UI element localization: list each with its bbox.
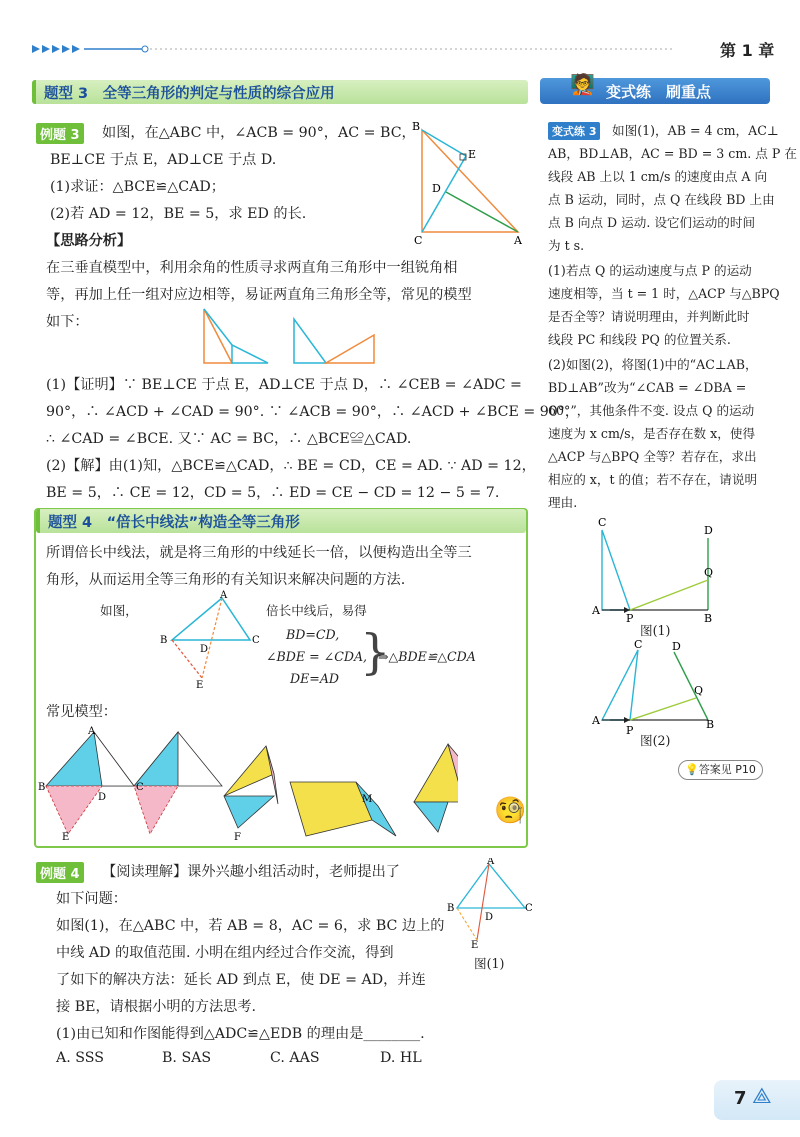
section4-title-bar (36, 509, 526, 533)
analysis-line-0: 在三垂直模型中，利用余角的性质寻求两直角三角形中一组锐角相 (46, 260, 458, 276)
section4-cond-2: ∠BDE = ∠CDA, (266, 649, 368, 664)
practice-line-4: 点 B 向点 D 运动. 设它们运动的时间 (548, 215, 756, 230)
p2-label-Q: Q (694, 684, 704, 697)
p1-label-P: P (626, 612, 634, 624)
p1-label-C: C (598, 516, 607, 529)
proof-line-3: (2)【解】由(1)知，△BCE≌△CAD，∴ BE = CD，CE = AD. ∵ AD = 12， (46, 458, 536, 474)
answer-ref-badge[interactable] (678, 760, 763, 780)
analysis-line-1: 等，再加上任一组对应边相等，易证两直角三角形全等，常见的模型 (46, 287, 472, 303)
example3-line-0: 如图，在△ABC 中，∠ACB = 90°，AC = BC， (102, 125, 416, 141)
example4-line-3: 中线 AD 的取值范围. 小明在组内经过合作交流，得到 (56, 945, 394, 961)
section3-title-bar (32, 80, 528, 104)
common-models-figure (38, 724, 458, 842)
example4-line-2: 如图(1)，在△ABC 中，若 AB = 8，AC = 6，求 BC 边上的 (56, 918, 445, 934)
example3-line-1: BE⊥CE 于点 E，AD⊥CE 于点 D. (50, 152, 277, 168)
example4-line-4: 了如下的解决方法：延长 AD 到点 E，使 DE = AD，并连 (56, 972, 426, 988)
practice-line-16: 理由. (548, 495, 578, 510)
section4-intro-1: 角形，从而运用全等三角形的有关知识来解决问题的方法. (46, 572, 406, 588)
perpendicular-models-figure (196, 305, 386, 375)
p2-label-B: B (706, 718, 715, 731)
practice-line-11: BD⊥AB”改为“∠CAB = ∠DBA = (548, 380, 747, 395)
m-label-B: B (160, 635, 168, 646)
median-double-figure (150, 590, 270, 690)
example3-line-3: (2)若 AD = 12，BE = 5，求 ED 的长. (50, 206, 307, 222)
p1-label-B: B (704, 612, 713, 624)
m-label-A: A (220, 590, 228, 601)
analysis-title: 【思路分析】 (46, 233, 132, 249)
cm-label-A: A (88, 726, 96, 737)
p2-label-P: P (626, 724, 634, 737)
example4-line-0: 【阅读理解】课外兴趣小组活动时，老师提出了 (102, 864, 400, 880)
brace-icon: } (360, 624, 391, 680)
practice-header (540, 72, 770, 104)
p1-label-Q: Q (704, 566, 714, 579)
analysis-line-2: 如下： (46, 314, 89, 330)
practice-line-3: 点 B 运动，同时，点 Q 在线段 BD 上由 (548, 192, 775, 207)
m-label-C: C (252, 635, 260, 646)
answer-ref-label: 答案见 P10 (698, 763, 756, 776)
models-title: 常见模型： (46, 704, 117, 720)
practice-line-7: 速度相等，当 t = 1 时，△ACP 与△BPQ (548, 286, 780, 301)
cm-label-C: C (136, 782, 144, 793)
example4-option-d[interactable]: D. HL (380, 1050, 422, 1066)
ex3-label-D: D (432, 182, 441, 195)
cm-label-E: E (62, 832, 70, 842)
practice-line-13: 速度为 x cm/s，是否存在数 x，使得 (548, 426, 756, 441)
e4-label-C: C (525, 903, 533, 914)
example4-option-c[interactable]: C. AAS (270, 1050, 320, 1066)
ex3-label-A: A (514, 234, 522, 247)
m-label-E: E (196, 680, 204, 690)
e4-label-D: D (485, 912, 494, 923)
practice-line-2: 线段 AB 上以 1 cm/s 的速度由点 A 向 (548, 169, 768, 184)
e4-label-E: E (471, 940, 479, 948)
cm-label-M: M (362, 794, 373, 805)
lightbulb-icon: 💡 (685, 763, 699, 776)
section4-title: 题型 4 “倍长中线法”构造全等三角形 (48, 515, 300, 531)
proof-line-1: 90°，∴ ∠ACD + ∠CAD = 90°. ∵ ∠ACB = 90°，∴ ∠ACD + ∠BCE = 90°， (46, 404, 580, 420)
chapter-label: 第 1 章 (720, 41, 775, 60)
cm-label-D: D (98, 792, 107, 803)
practice-line-14: △ACP 与△BPQ 全等？若存在，求出 (548, 449, 757, 464)
p1-label-A: A (592, 604, 600, 617)
p2-label-D: D (672, 640, 681, 653)
practice-line-5: 为 t s. (548, 238, 585, 253)
section4-fig-prefix: 如图， (100, 603, 138, 618)
practice-fig2-caption: 图(2) (640, 733, 671, 748)
proof-line-4: BE = 5，∴ CE = 12，CD = 5，∴ ED = CE − CD = 12 − 5 = 7. (46, 485, 500, 501)
ex3-label-E: E (468, 148, 477, 161)
section4-conclusion: ⇒△BDE≌△CDA (378, 649, 476, 664)
practice-header-label: 变式练 刷重点 (606, 83, 712, 101)
practice-line-15: 相应的 x，t 的值；若不存在，请说明 (548, 472, 758, 487)
compass-icon: ⟁ (752, 1084, 772, 1109)
practice-line-8: 是否全等？请说明理由，并判断此时 (548, 309, 750, 324)
example3-tag: 例题 3 (36, 123, 84, 144)
example3-figure (410, 120, 530, 250)
section4-cond-1: BD=CD, (286, 627, 340, 642)
practice-line-9: 线段 PC 和线段 PQ 的位置关系. (548, 332, 731, 347)
practice-line-0: 如图(1)，AB = 4 cm，AC⊥ (612, 123, 779, 138)
section3-title: 题型 3 全等三角形的判定与性质的综合应用 (44, 86, 335, 102)
ex3-label-B: B (412, 120, 421, 133)
practice-tag: 变式练 3 (548, 122, 600, 140)
cm-label-F: F (234, 832, 241, 842)
section4-cond-3: DE=AD (290, 671, 340, 686)
practice-figure-1 (590, 514, 730, 624)
p2-label-C: C (634, 638, 643, 651)
example4-fig-caption: 图(1) (474, 956, 505, 971)
p2-label-A: A (592, 714, 600, 727)
practice-line-10: (2)如图(2)，将图(1)中的“AC⊥AB， (548, 357, 758, 372)
e4-label-A: A (487, 858, 495, 867)
practice-figure-2 (590, 638, 730, 738)
example4-line-5: 接 BE，请根据小明的方法思考. (56, 999, 257, 1015)
proof-line-0: (1)【证明】∵ BE⊥CE 于点 E，AD⊥CE 于点 D，∴ ∠CEB = ∠ADC = (46, 377, 522, 393)
practice-mascot-icon: 🧑‍🏫 (570, 72, 595, 96)
e4-label-B: B (447, 903, 455, 914)
example4-option-a[interactable]: A. SSS (56, 1050, 104, 1066)
example4-option-b[interactable]: B. SAS (162, 1050, 212, 1066)
proof-line-2: ∴ ∠CAD = ∠BCE. 又∵ AC = BC，∴ △BCE≌△CAD. (46, 431, 412, 447)
page-number: 7 (734, 1088, 747, 1109)
m-label-D: D (200, 644, 209, 655)
example4-tag: 例题 4 (36, 862, 84, 883)
practice-fig1-caption: 图(1) (640, 623, 671, 638)
example3-line-2: (1)求证：△BCE≌△CAD； (50, 179, 225, 195)
practice-line-6: (1)若点 Q 的运动速度与点 P 的运动 (548, 263, 752, 278)
example4-figure (445, 858, 535, 948)
mascot-thinking-icon: 🧐 (494, 796, 527, 826)
example4-line-6: (1)由已知和作图能得到△ADC≌△EDB 的理由是________. (56, 1026, 425, 1042)
practice-line-12: 60°”，其他条件不变. 设点 Q 的运动 (548, 403, 755, 418)
cm-label-B: B (38, 782, 46, 793)
p1-label-D: D (704, 524, 713, 537)
section4-fig-after: 倍长中线后，易得 (266, 603, 367, 618)
header-dots (32, 40, 672, 52)
ex3-label-C: C (414, 234, 423, 247)
section4-intro-0: 所谓倍长中线法，就是将三角形的中线延长一倍，以便构造出全等三 (46, 545, 472, 561)
example4-line-1: 如下问题： (56, 891, 127, 907)
practice-line-1: AB，BD⊥AB，AC = BD = 3 cm. 点 P 在 (548, 146, 797, 161)
